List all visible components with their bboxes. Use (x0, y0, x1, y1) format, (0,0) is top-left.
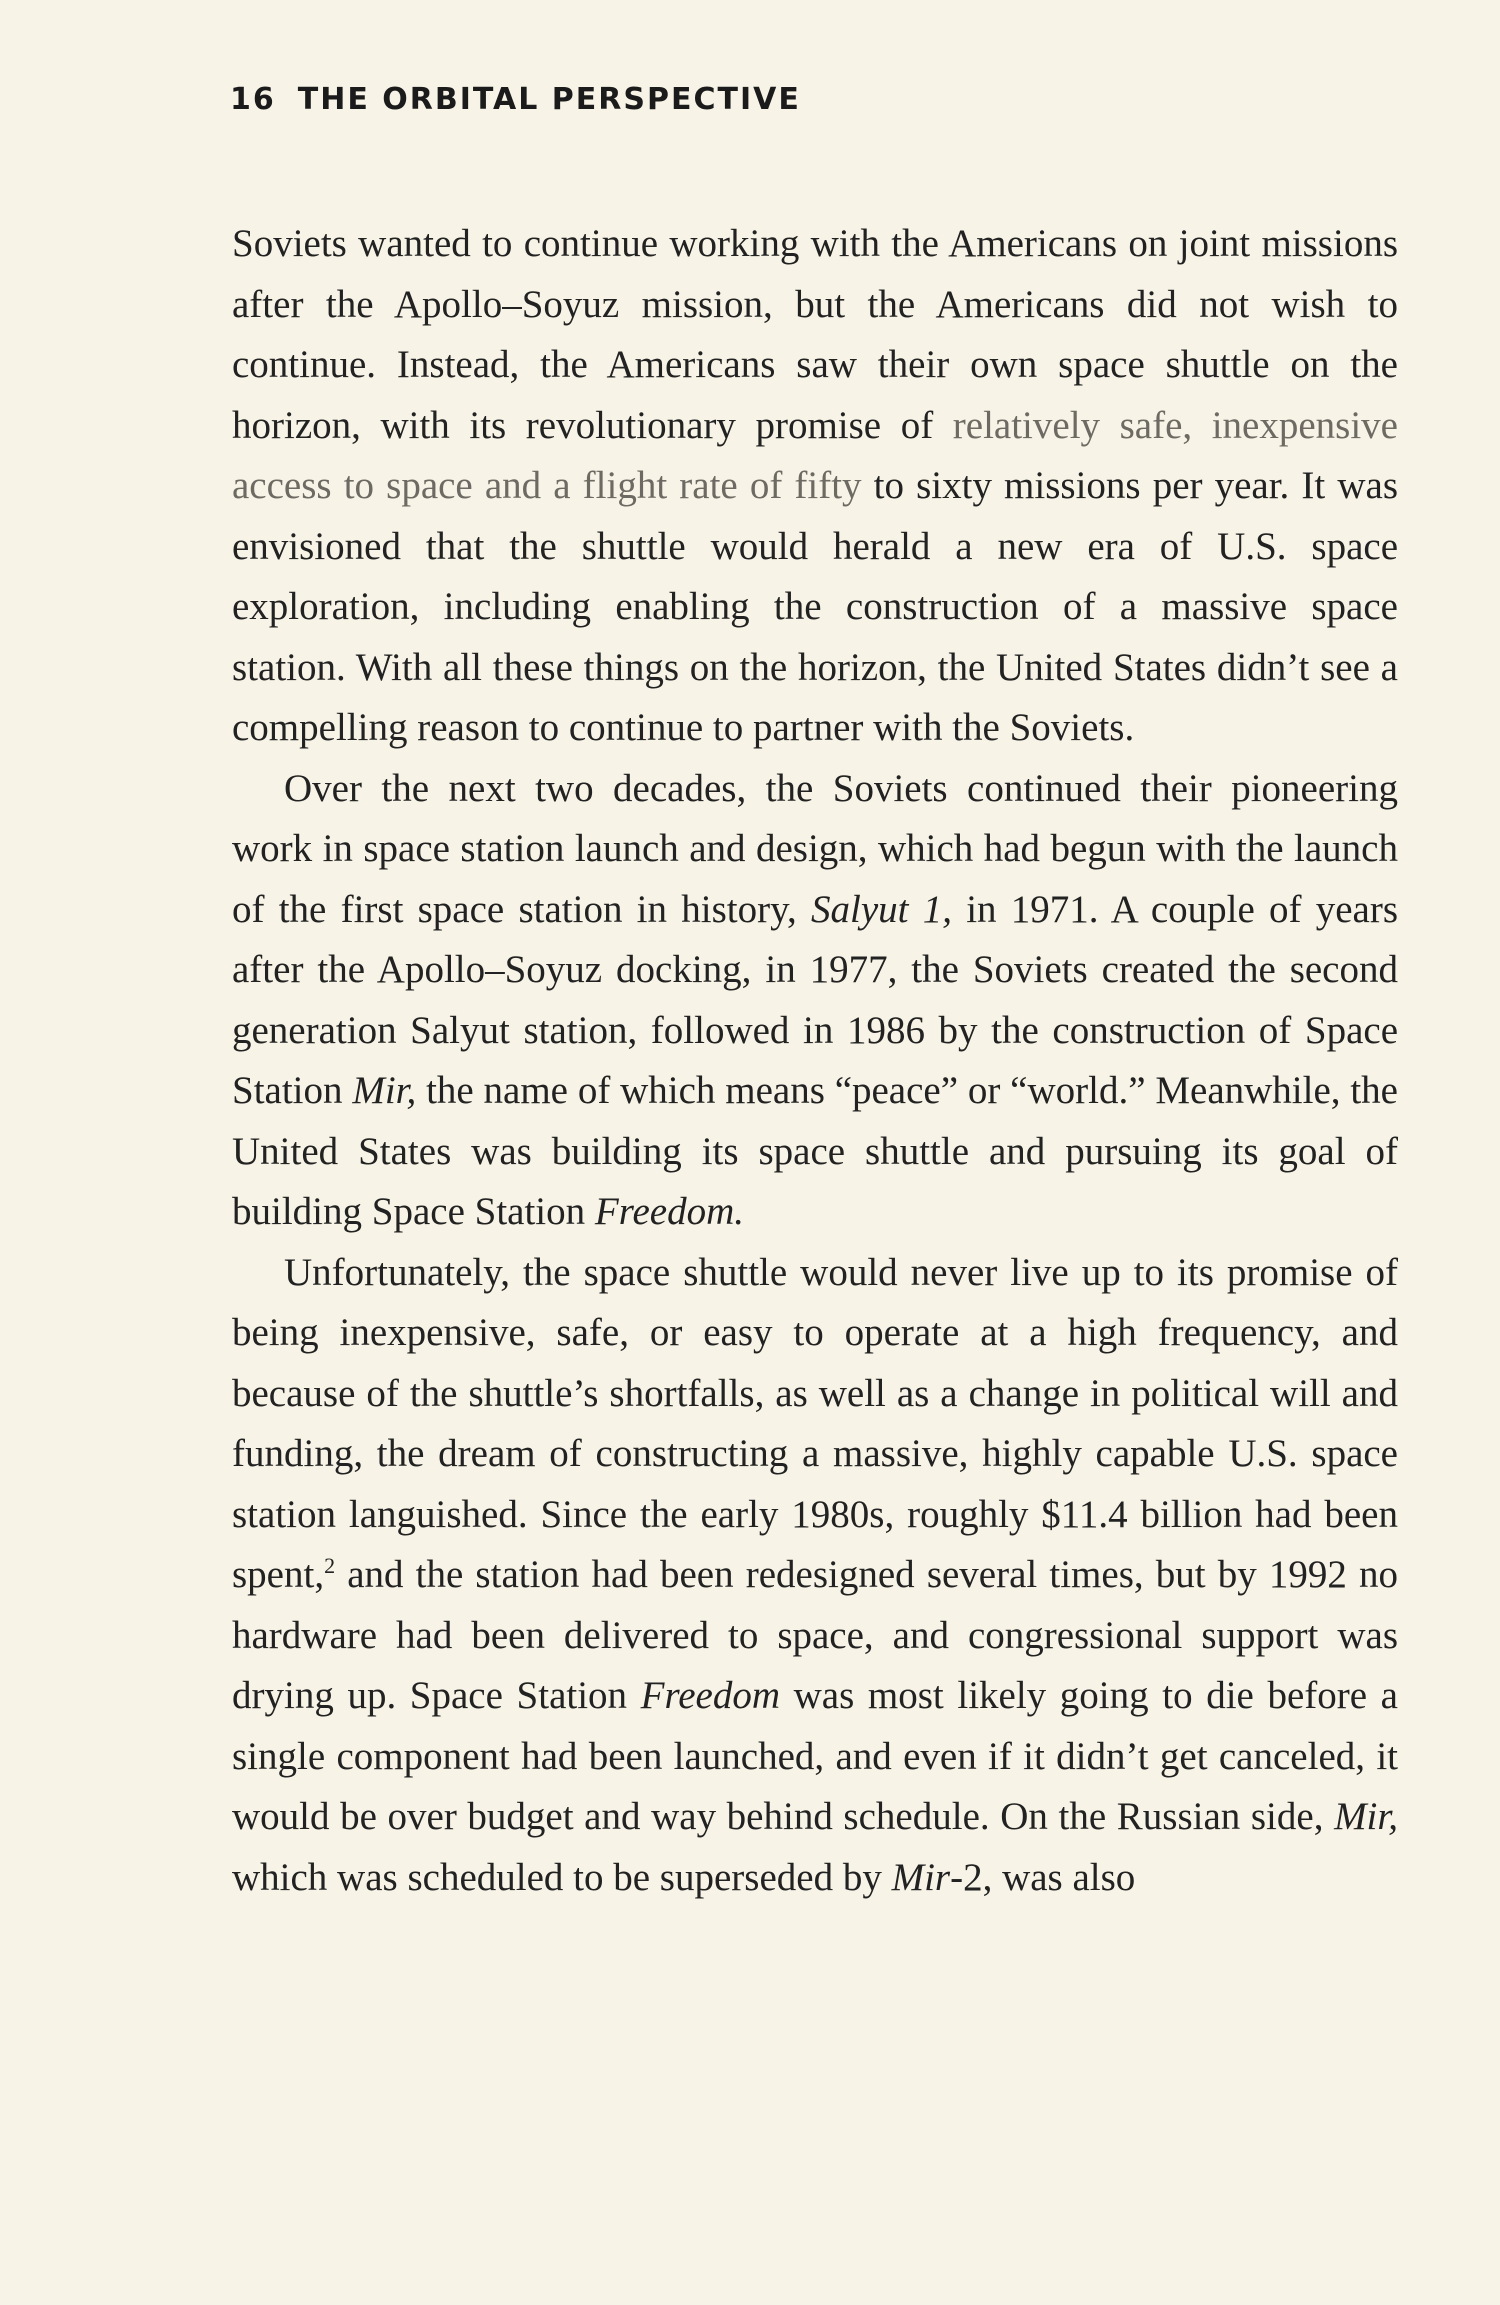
text-run-italic: Freedom (640, 1674, 781, 1717)
text-run: to sixty missions per year. It was envisioned that the shuttle would herald a new era of U.S. space exploration, including enabling the construction of a massive space station. With all these things on the horizon, the United States didn’t see a compelling reason to continue to partner with the Soviets. (232, 464, 1398, 749)
paragraph-3 (232, 1243, 1398, 1909)
running-head (230, 82, 801, 117)
text-run-italic: Freedom. (594, 1190, 744, 1233)
text-run-italic: Mir, (1334, 1795, 1398, 1838)
text-run: in 1971. A couple of years after the Apollo–Soyuz docking, in 1977, the Soviets created the second generation Salyut station, followed in 1986 by the construction of Space Station (232, 887, 1398, 1112)
book-title: THE ORBITAL PERSPECTIVE (297, 82, 801, 117)
text-run-italic: Salyut 1, (811, 887, 952, 931)
text-run: was most likely going to die before a single component had been launched, and even if it didn’t get canceled, it would be over budget and way behind schedule. On the Russian side, (232, 1674, 1398, 1838)
text-run: the name of which means “peace” or “world.” Meanwhile, the United States was building its space shuttle and pursuing its goal of building Space Station (232, 1069, 1398, 1233)
footnote-marker: 2 (324, 1553, 336, 1578)
text-run-faded: relatively safe, inexpensive access to space and a flight rate of fifty (232, 403, 1398, 507)
text-run: Soviets wanted to continue working with the Americans on joint missions after the Apollo–Soyuz mission, but the Americans did not wish to continue. Instead, the Americans saw their own space shuttle on the horizon, with its revolutionary promise of (232, 222, 1398, 447)
text-run: -2, was also (950, 1855, 1136, 1899)
text-run: Over the next two decades, the Soviets continued their pioneering work in space station launch and design, which had begun with the launch of the first space station in history, (232, 766, 1398, 931)
paragraph-2 (232, 759, 1398, 1243)
text-run: and the station had been redesigned several times, but by 1992 no hardware had been delivered to space, and congressional support was drying up. Space Station (232, 1553, 1398, 1717)
text-run-italic: Mir (891, 1855, 951, 1899)
paragraph-1 (232, 214, 1398, 759)
text-run: Unfortunately, the space shuttle would never live up to its promise of being inexpensive, safe, or easy to operate at a high frequency, and because of the shuttle’s shortfalls, as well as a change in political will and funding, the dream of constructing a massive, highly capable U.S. space station languished. Since the early 1980s, roughly $11.4 billion had been spent, (232, 1250, 1398, 1596)
text-run: which was scheduled to be superseded by (232, 1855, 892, 1899)
body-text (232, 214, 1398, 1908)
text-run-italic: Mir, (352, 1069, 417, 1112)
page-number: 16 (230, 82, 276, 117)
